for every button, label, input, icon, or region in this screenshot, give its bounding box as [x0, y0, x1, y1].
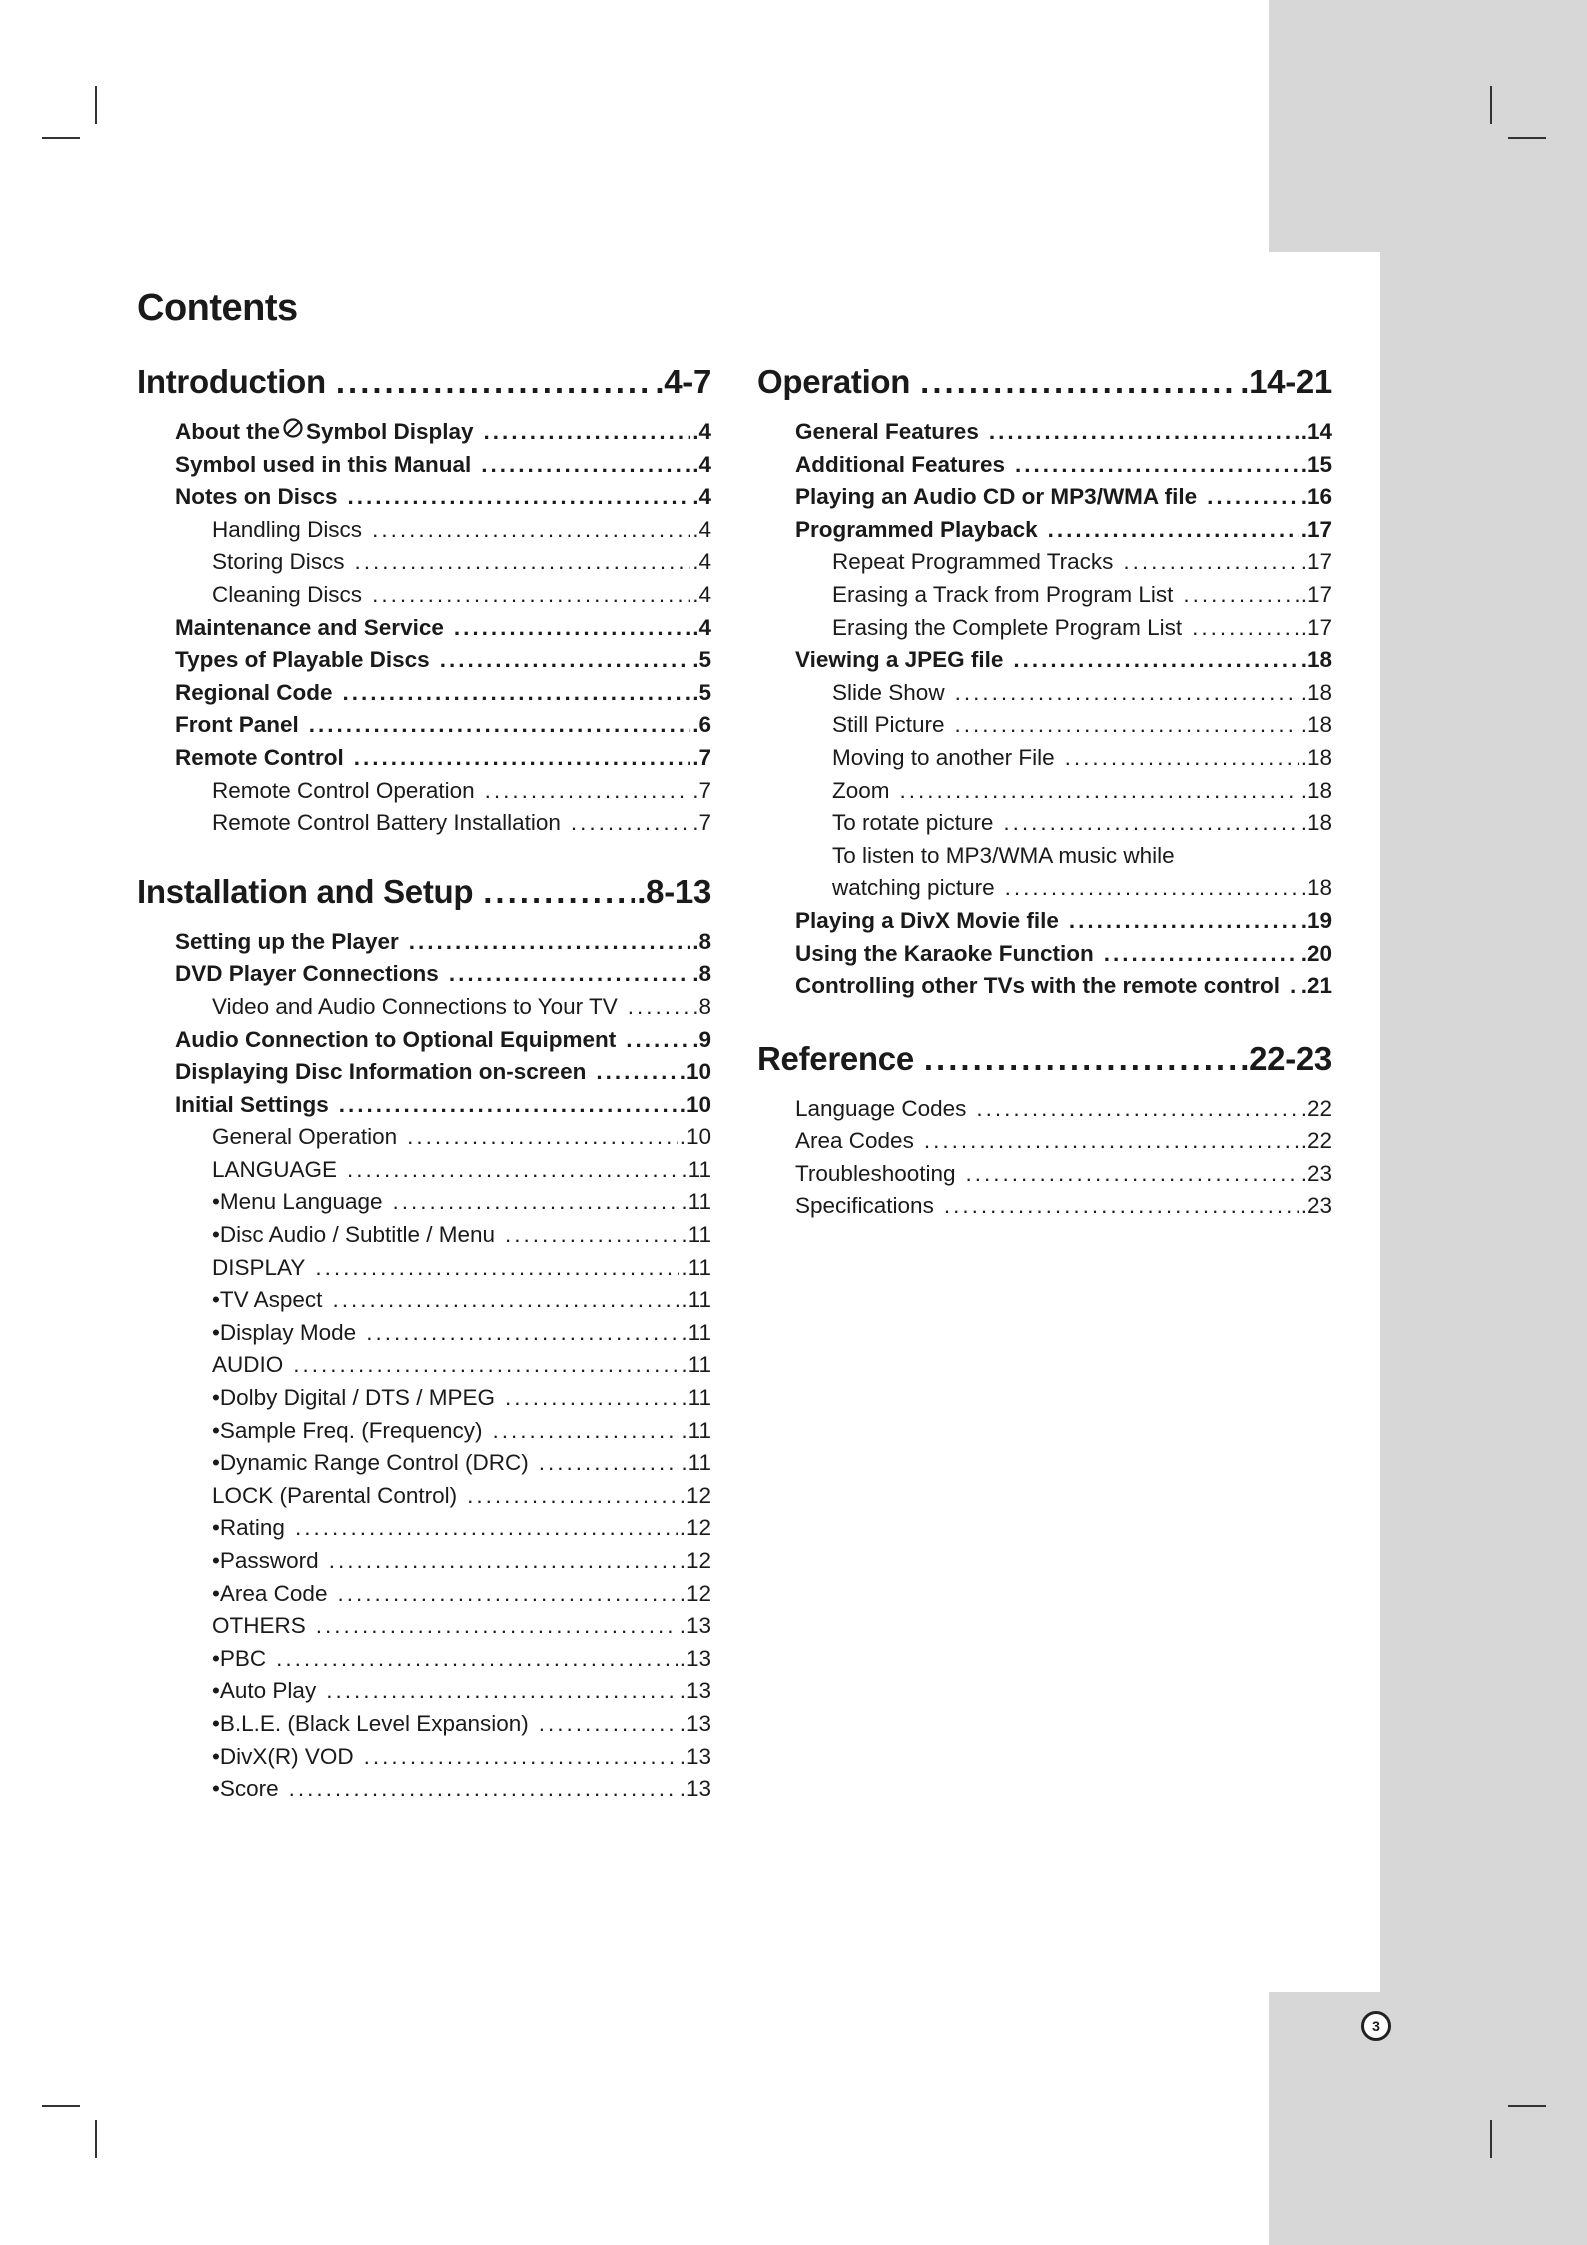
- entry-label: Moving to another File: [832, 744, 1055, 770]
- entry-label: Video and Audio Connections to Your TV: [212, 993, 618, 1019]
- dot-leader: [976, 1093, 1298, 1126]
- entry-label: Troubleshooting: [795, 1160, 956, 1186]
- entry-label: Still Picture: [832, 712, 945, 738]
- toc-entry: [137, 1382, 711, 1415]
- dot-leader: [329, 1545, 678, 1578]
- dot-leader: [372, 514, 690, 547]
- entry-label: Score: [219, 1776, 279, 1802]
- entry-label: Area Codes: [795, 1128, 914, 1154]
- dot-leader: [1069, 905, 1299, 938]
- entry-page: .4: [692, 451, 711, 477]
- bullet-icon: •: [212, 1319, 220, 1345]
- dot-leader: [336, 352, 653, 412]
- margin-band-side: [1380, 252, 1587, 1992]
- entry-label: Remote Control Battery Installation: [212, 810, 561, 836]
- entry-label: Erasing a Track from Program List: [832, 581, 1174, 607]
- entry-label: Area Code: [219, 1580, 328, 1606]
- section-heading: [137, 862, 711, 926]
- entry-label: Additional Features: [795, 451, 1006, 477]
- toc-entry: [757, 579, 1332, 612]
- entry-page: .10: [679, 1059, 711, 1085]
- bullet-icon: •: [212, 1710, 220, 1736]
- entry-label: TV Aspect: [219, 1287, 323, 1313]
- bullet-icon: •: [212, 1222, 220, 1248]
- entry-page: .17: [1300, 516, 1332, 542]
- toc-entry: [137, 481, 711, 514]
- crop-mark: [1490, 2120, 1492, 2158]
- dot-leader: [316, 1610, 678, 1643]
- bullet-icon: •: [212, 1776, 220, 1802]
- entry-page: .19: [1300, 907, 1332, 933]
- entry-label: AUDIO: [212, 1352, 284, 1378]
- entry-label: watching picture: [832, 875, 995, 901]
- entry-label-suffix: Symbol Display: [305, 419, 474, 444]
- dot-leader: [920, 352, 1238, 412]
- entry-label: General Features: [795, 419, 979, 444]
- dot-leader: [1207, 481, 1299, 514]
- entry-page: .8: [692, 993, 711, 1019]
- toc-entry: [757, 709, 1332, 742]
- toc-entry: [137, 1415, 711, 1448]
- entry-label: Password: [219, 1548, 319, 1573]
- dot-leader: [1104, 938, 1299, 971]
- entry-page: .12: [679, 1548, 711, 1573]
- bullet-icon: •: [212, 1450, 220, 1476]
- entry-label: Rating: [219, 1515, 285, 1541]
- dot-leader: [366, 1317, 679, 1350]
- toc-entry: [137, 1773, 711, 1806]
- entry-page: .15: [1300, 451, 1332, 477]
- toc-entry: [137, 775, 711, 808]
- entry-label: Remote Control Operation: [212, 777, 475, 803]
- entry-page: .13: [679, 1776, 711, 1802]
- toc-entry: [137, 1154, 711, 1187]
- entry-label: Zoom: [832, 777, 890, 803]
- entry-label: LANGUAGE: [212, 1156, 338, 1182]
- entry-label: Sample Freq. (Frequency): [219, 1417, 483, 1443]
- entry-label: Displaying Disc Information on-screen: [175, 1059, 587, 1085]
- entry-page: .7: [692, 777, 711, 803]
- toc-entry: [137, 449, 711, 482]
- toc-section: [137, 862, 711, 1806]
- dot-leader: [596, 1056, 677, 1089]
- section-heading: [757, 1029, 1332, 1093]
- toc-entry: [137, 1024, 711, 1057]
- dot-leader: [1290, 970, 1299, 1003]
- dot-leader: [326, 1675, 678, 1708]
- dot-leader: [493, 1415, 680, 1448]
- entry-label: Types of Playable Discs: [175, 647, 430, 673]
- dot-leader: [343, 677, 691, 710]
- entry-page: .4: [692, 516, 711, 542]
- entry-page: .11: [681, 1450, 711, 1476]
- crop-mark: [42, 137, 80, 139]
- section-heading: [137, 352, 711, 416]
- dot-leader: [1065, 742, 1299, 775]
- section-title: Introduction: [137, 363, 326, 400]
- crop-mark: [95, 2120, 97, 2158]
- entry-page: .18: [1300, 875, 1332, 901]
- toc-entry: [757, 1158, 1332, 1191]
- dot-leader: [348, 481, 691, 514]
- dot-leader: [449, 958, 690, 991]
- bullet-icon: •: [212, 1548, 220, 1573]
- section-page-range: .4-7: [655, 363, 711, 400]
- entry-page: .17: [1300, 581, 1332, 607]
- toc-entry: [757, 970, 1332, 1003]
- toc-entry: [137, 644, 711, 677]
- dot-leader: [944, 1190, 1299, 1223]
- toc-entry: [757, 677, 1332, 710]
- dot-leader: [484, 416, 691, 449]
- entry-label: Slide Show: [832, 679, 945, 705]
- entry-label: Setting up the Player: [175, 928, 399, 954]
- entry-page: .13: [679, 1613, 711, 1639]
- toc-entry: [757, 514, 1332, 547]
- dot-leader: [924, 1029, 1238, 1089]
- entry-page: .11: [681, 1254, 711, 1280]
- dot-leader: [295, 1512, 678, 1545]
- entry-page: .4: [692, 549, 711, 575]
- bullet-icon: •: [212, 1287, 220, 1313]
- entry-page: .9: [692, 1026, 711, 1052]
- toc-entry: [137, 1447, 711, 1480]
- dot-leader: [409, 926, 690, 959]
- entry-page: .11: [681, 1385, 711, 1411]
- dot-leader: [966, 1158, 1299, 1191]
- entry-page: .5: [692, 679, 711, 705]
- toc-entry: [137, 1252, 711, 1285]
- dot-leader: [505, 1382, 679, 1415]
- entry-label: Audio Connection to Optional Equipment: [175, 1026, 617, 1052]
- dot-leader: [332, 1284, 679, 1317]
- entry-page: .7: [692, 810, 711, 836]
- toc-entry: [137, 579, 711, 612]
- entry-label: General Operation: [212, 1124, 398, 1150]
- entry-page: .22: [1300, 1095, 1332, 1121]
- entry-page: .4: [692, 419, 711, 444]
- toc-entry: [757, 1093, 1332, 1126]
- entry-page: .12: [679, 1515, 711, 1541]
- toc-entry: [137, 926, 711, 959]
- section-title: Operation: [757, 363, 911, 400]
- entry-page: .8: [692, 928, 711, 954]
- entry-label: About the: [175, 419, 280, 444]
- entry-label: OTHERS: [212, 1613, 306, 1639]
- toc-entry: [757, 775, 1332, 808]
- entry-label: Display Mode: [219, 1319, 357, 1345]
- toc-entry: [757, 612, 1332, 645]
- dot-leader: [407, 1121, 678, 1154]
- entry-page: .13: [679, 1645, 711, 1671]
- bullet-icon: •: [212, 1678, 220, 1704]
- entry-page: .8: [692, 961, 711, 987]
- entry-label: Symbol used in this Manual: [175, 451, 472, 477]
- entry-label: Auto Play: [219, 1678, 317, 1704]
- dot-leader: [505, 1219, 679, 1252]
- toc-entry: [757, 644, 1332, 677]
- entry-page: .22: [1300, 1128, 1332, 1154]
- bullet-icon: •: [212, 1645, 220, 1671]
- dot-leader: [337, 1578, 677, 1611]
- dot-leader: [955, 709, 1299, 742]
- toc-entry: [137, 1741, 711, 1774]
- toc-entry: [137, 1317, 711, 1350]
- entry-page: .11: [681, 1189, 711, 1215]
- dot-leader: [955, 677, 1299, 710]
- bullet-icon: •: [212, 1385, 220, 1411]
- toc-entry: [137, 1512, 711, 1545]
- crop-mark: [1490, 86, 1492, 124]
- toc-entry: [137, 1056, 711, 1089]
- toc-entry: [137, 1675, 711, 1708]
- entry-page: .23: [1300, 1160, 1332, 1186]
- toc-entry: [757, 938, 1332, 971]
- toc-entry: [137, 1643, 711, 1676]
- toc-entry: [757, 1125, 1332, 1158]
- dot-leader: [393, 1186, 680, 1219]
- crop-mark: [1508, 2105, 1546, 2107]
- toc-entry: [757, 481, 1332, 514]
- dot-leader: [571, 807, 690, 840]
- toc-entry: [137, 1545, 711, 1578]
- entry-label: Specifications: [795, 1193, 934, 1219]
- entry-page: .10: [679, 1124, 711, 1150]
- entry-page: .4: [692, 614, 711, 640]
- entry-page: .13: [679, 1743, 711, 1769]
- entry-page: .17: [1300, 549, 1332, 575]
- dot-leader: [481, 449, 690, 482]
- toc-entry: [137, 612, 711, 645]
- entry-page: .5: [692, 647, 711, 673]
- dot-leader: [1005, 872, 1299, 905]
- dot-leader: [1015, 449, 1299, 482]
- toc-entry: [757, 416, 1332, 449]
- entry-label: Language Codes: [795, 1095, 967, 1121]
- entry-page: .11: [681, 1287, 711, 1313]
- entry-label: Notes on Discs: [175, 484, 338, 510]
- entry-page: .4: [692, 581, 711, 607]
- section-title: Reference: [757, 1039, 914, 1077]
- entry-page: .18: [1300, 647, 1332, 673]
- dot-leader: [989, 416, 1299, 449]
- toc-entry: [137, 807, 711, 840]
- entry-label: DivX(R) VOD: [219, 1743, 354, 1769]
- entry-page: .11: [681, 1319, 711, 1345]
- entry-label: DISPLAY: [212, 1254, 306, 1280]
- entry-page: .14: [1300, 419, 1332, 444]
- entry-label: Cleaning Discs: [212, 581, 363, 607]
- entry-label: Front Panel: [175, 712, 299, 738]
- toc-column-left: [137, 352, 711, 1828]
- entry-label: Disc Audio / Subtitle / Menu: [219, 1222, 496, 1248]
- dot-leader: [467, 1480, 678, 1513]
- entry-page: .12: [679, 1482, 711, 1508]
- entry-label: Handling Discs: [212, 516, 363, 542]
- dot-leader: [900, 775, 1299, 808]
- toc-entry: [137, 709, 711, 742]
- dot-leader: [485, 775, 691, 808]
- section-title: Installation and Setup: [137, 872, 474, 910]
- toc-entry: [757, 449, 1332, 482]
- entry-page: .23: [1300, 1193, 1332, 1219]
- toc-entry: [137, 1284, 711, 1317]
- entry-label: B.L.E. (Black Level Expansion): [219, 1710, 529, 1736]
- toc-entry: [137, 742, 711, 775]
- entry-label: Playing an Audio CD or MP3/WMA file: [795, 484, 1198, 510]
- bullet-icon: •: [212, 1189, 220, 1215]
- prohibit-icon: [282, 416, 304, 449]
- entry-label: Dolby Digital / DTS / MPEG: [219, 1385, 495, 1411]
- entry-label: To listen to MP3/WMA music while: [832, 842, 1175, 868]
- dot-leader: [454, 612, 690, 645]
- bullet-icon: •: [212, 1580, 220, 1606]
- dot-leader: [364, 1741, 678, 1774]
- dot-leader: [1123, 546, 1298, 579]
- dot-leader: [309, 709, 690, 742]
- toc-entry: [137, 1578, 711, 1611]
- entry-page: .7: [692, 744, 711, 770]
- toc-entry: [137, 1480, 711, 1513]
- section-page-range: .8-13: [637, 872, 711, 910]
- dot-leader: [626, 1024, 690, 1057]
- dot-leader: [483, 862, 635, 922]
- toc-entry: [137, 1219, 711, 1252]
- toc-entry: [757, 872, 1332, 905]
- dot-leader: [1192, 612, 1299, 645]
- toc-entry: [757, 546, 1332, 579]
- entry-label: Maintenance and Service: [175, 614, 444, 640]
- crop-mark: [1508, 137, 1546, 139]
- toc-entry: [137, 1186, 711, 1219]
- crop-mark: [95, 86, 97, 124]
- entry-label: Viewing a JPEG file: [795, 647, 1004, 673]
- entry-page: .4: [692, 484, 711, 510]
- entry-label: Regional Code: [175, 679, 333, 705]
- entry-label: LOCK (Parental Control): [212, 1482, 458, 1508]
- entry-label: DVD Player Connections: [175, 961, 439, 987]
- entry-page: .18: [1300, 744, 1332, 770]
- dot-leader: [1013, 644, 1298, 677]
- entry-label: Using the Karaoke Function: [795, 940, 1094, 966]
- entry-page: .16: [1300, 484, 1332, 510]
- toc-entry: [137, 546, 711, 579]
- section-page-range: .14-21: [1240, 363, 1332, 400]
- toc-entry: [137, 416, 711, 449]
- dot-leader: [355, 546, 691, 579]
- dot-leader: [289, 1773, 678, 1806]
- bullet-icon: •: [212, 1515, 220, 1541]
- dot-leader: [1183, 579, 1298, 612]
- dot-leader: [276, 1643, 678, 1676]
- entry-page: .13: [679, 1710, 711, 1736]
- page-title: Contents: [137, 287, 298, 329]
- dot-leader: [339, 1089, 678, 1122]
- toc-entry: [757, 905, 1332, 938]
- toc-entry: [137, 1610, 711, 1643]
- dot-leader: [354, 742, 690, 775]
- dot-leader: [628, 991, 690, 1024]
- entry-label: PBC: [219, 1645, 267, 1671]
- entry-label: Remote Control: [175, 744, 344, 770]
- entry-label: Dynamic Range Control (DRC): [219, 1450, 529, 1476]
- crop-mark: [42, 2105, 80, 2107]
- dot-leader: [539, 1708, 678, 1741]
- entry-label: To rotate picture: [832, 810, 994, 836]
- entry-label: Programmed Playback: [795, 516, 1038, 542]
- margin-band-bottom: [1269, 1992, 1587, 2245]
- entry-label: Initial Settings: [175, 1091, 329, 1117]
- entry-label: Playing a DivX Movie file: [795, 907, 1059, 933]
- toc-section: [757, 352, 1332, 1003]
- entry-page: .11: [681, 1222, 711, 1248]
- dot-leader: [1048, 514, 1299, 547]
- entry-page: .18: [1300, 712, 1332, 738]
- entry-page: .11: [681, 1156, 711, 1182]
- dot-leader: [315, 1252, 679, 1285]
- toc-entry: [757, 807, 1332, 840]
- dot-leader: [539, 1447, 680, 1480]
- entry-label: Erasing the Complete Program List: [832, 614, 1183, 640]
- toc-entry: [137, 958, 711, 991]
- entry-label: Menu Language: [219, 1189, 383, 1215]
- toc-entry: [137, 1121, 711, 1154]
- toc-section: [757, 1029, 1332, 1223]
- entry-page: .17: [1300, 614, 1332, 640]
- entry-page: .6: [692, 712, 711, 738]
- entry-page: .18: [1300, 810, 1332, 836]
- page-number-badge: 3: [1361, 2011, 1391, 2041]
- toc-entry: [757, 840, 1332, 873]
- entry-page: .20: [1300, 940, 1332, 966]
- dot-leader: [1003, 807, 1298, 840]
- entry-page: .10: [679, 1091, 711, 1117]
- bullet-icon: •: [212, 1743, 220, 1769]
- dot-leader: [440, 644, 691, 677]
- entry-page: .13: [679, 1678, 711, 1704]
- dot-leader: [293, 1349, 679, 1382]
- entry-page: .18: [1300, 679, 1332, 705]
- margin-band-top: [1269, 0, 1587, 252]
- toc-section: [137, 352, 711, 840]
- dot-leader: [924, 1125, 1299, 1158]
- entry-page: .11: [681, 1417, 711, 1443]
- entry-label: Controlling other TVs with the remote control: [795, 973, 1281, 999]
- entry-page: .18: [1300, 777, 1332, 803]
- entry-page: .11: [681, 1352, 711, 1378]
- entry-label: Storing Discs: [212, 549, 345, 575]
- toc-entry: [137, 1089, 711, 1122]
- toc-entry: [137, 991, 711, 1024]
- entry-page: .12: [679, 1580, 711, 1606]
- dot-leader: [372, 579, 690, 612]
- toc-entry: [137, 1708, 711, 1741]
- toc-entry: [137, 1349, 711, 1382]
- section-page-range: .22-23: [1240, 1039, 1332, 1077]
- dot-leader: [347, 1154, 679, 1187]
- toc-column-right: [757, 352, 1332, 1245]
- toc-entry: [137, 514, 711, 547]
- toc-entry: [757, 742, 1332, 775]
- toc-entry: [757, 1190, 1332, 1223]
- entry-label: Repeat Programmed Tracks: [832, 549, 1114, 575]
- section-heading: [757, 352, 1332, 416]
- entry-page: .21: [1300, 973, 1332, 999]
- toc-entry: [137, 677, 711, 710]
- bullet-icon: •: [212, 1417, 220, 1443]
